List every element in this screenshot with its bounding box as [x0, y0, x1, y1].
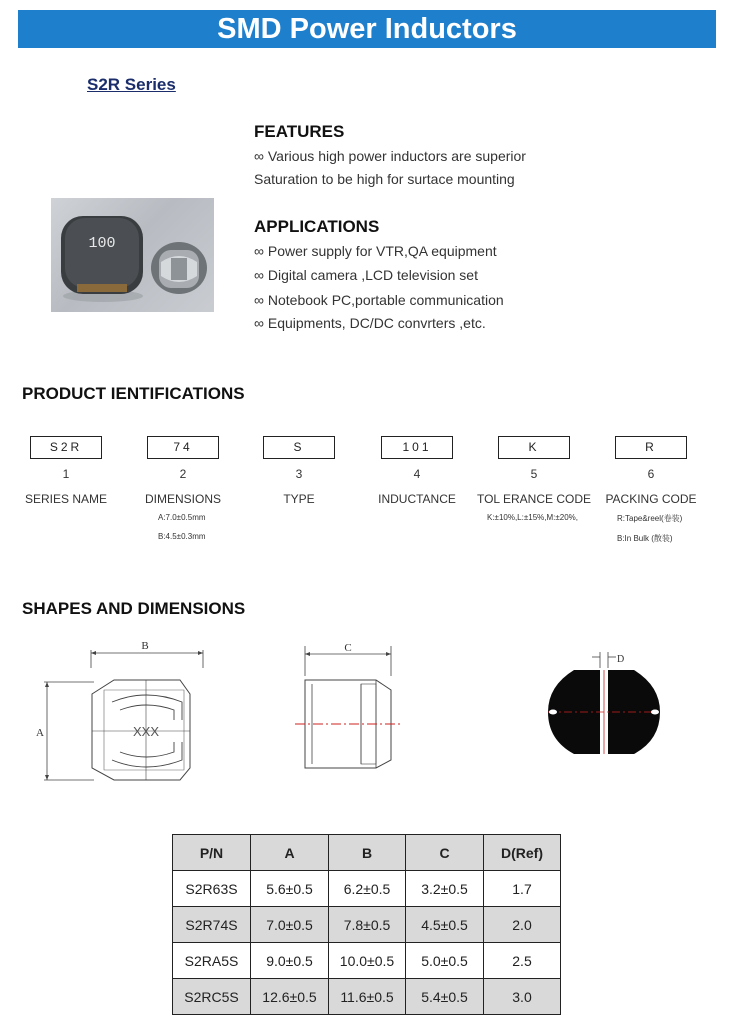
- code-box: R: [615, 436, 687, 459]
- table-cell: S2RA5S: [173, 943, 251, 979]
- table-cell: S2RC5S: [173, 979, 251, 1015]
- series-title: S2R Series: [87, 75, 176, 94]
- code-label: PACKING CODE: [605, 492, 697, 506]
- table-cell: 3.2±0.5: [406, 871, 484, 907]
- table-cell: 5.6±0.5: [251, 871, 329, 907]
- code-dimensions: [124, 436, 242, 506]
- table-cell: 12.6±0.5: [251, 979, 329, 1015]
- code-number: 2: [179, 467, 187, 481]
- table-cell: S2R63S: [173, 871, 251, 907]
- table-header-row: [173, 835, 561, 871]
- table-cell: 2.0: [484, 907, 561, 943]
- page-title: SMD Power Inductors: [217, 13, 517, 45]
- column-header: B: [329, 835, 406, 871]
- code-tolerance: [475, 436, 593, 506]
- code-box: K: [498, 436, 570, 459]
- product-photo: [51, 198, 214, 312]
- code-series-name: [7, 436, 125, 506]
- code-box: S2R: [30, 436, 102, 459]
- application-line: ∞ Notebook PC,portable communication: [254, 292, 504, 308]
- applications-heading: APPLICATIONS: [254, 217, 380, 236]
- table-cell: 6.2±0.5: [329, 871, 406, 907]
- column-header: D(Ref): [484, 835, 561, 871]
- column-header: P/N: [173, 835, 251, 871]
- dimension-label-c: C: [344, 642, 352, 654]
- column-header: C: [406, 835, 484, 871]
- code-number: 5: [530, 467, 538, 481]
- application-line: ∞ Power supply for VTR,QA equipment: [254, 243, 497, 259]
- code-box: 101: [381, 436, 453, 459]
- application-line: ∞ Digital camera ,LCD television set: [254, 267, 478, 283]
- feature-line: ∞ Various high power inductors are superior: [254, 148, 526, 164]
- table-cell: S2R74S: [173, 907, 251, 943]
- code-number: 6: [647, 467, 655, 481]
- packing-note: R:Tape&reel(卷装): [617, 514, 683, 523]
- dimension-note: A:7.0±0.5mm: [158, 513, 206, 522]
- column-header: A: [251, 835, 329, 871]
- table-cell: 3.0: [484, 979, 561, 1015]
- top-view-drawing: [34, 638, 214, 788]
- table-row: [173, 871, 561, 907]
- dimension-label-b: B: [141, 640, 149, 652]
- table-cell: 11.6±0.5: [329, 979, 406, 1015]
- feature-line: Saturation to be high for surtace mounting: [254, 171, 515, 187]
- table-cell: 7.0±0.5: [251, 907, 329, 943]
- dimension-label-d: D: [617, 654, 625, 665]
- dimension-note: B:4.5±0.3mm: [158, 532, 206, 541]
- code-label: TOL ERANCE CODE: [476, 492, 592, 506]
- code-label: INDUCTANCE: [378, 492, 456, 506]
- table-row: [173, 907, 561, 943]
- table-cell: 9.0±0.5: [251, 943, 329, 979]
- code-number: 3: [295, 467, 303, 481]
- dimension-label-a: A: [36, 727, 44, 739]
- table-cell: 5.0±0.5: [406, 943, 484, 979]
- table-cell: 4.5±0.5: [406, 907, 484, 943]
- inductor-photo-drawing: [51, 198, 214, 312]
- code-packing: [592, 436, 710, 506]
- packing-note: B:In Bulk (散装): [617, 534, 673, 543]
- table-cell: 5.4±0.5: [406, 979, 484, 1015]
- code-number: 4: [413, 467, 421, 481]
- code-label: SERIES NAME: [24, 492, 108, 506]
- code-inductance: [358, 436, 476, 506]
- table-cell: 1.7: [484, 871, 561, 907]
- shapes-heading: SHAPES AND DIMENSIONS: [22, 599, 246, 618]
- table-cell: 7.8±0.5: [329, 907, 406, 943]
- photo-marking-text: 100: [88, 235, 116, 252]
- identification-heading: PRODUCT IENTIFICATIONS: [22, 384, 245, 403]
- dimensions-table: [172, 834, 561, 1015]
- code-box: S: [263, 436, 335, 459]
- bottom-view-drawing: [540, 648, 670, 768]
- table-row: [173, 979, 561, 1015]
- code-box: 74: [147, 436, 219, 459]
- features-heading: FEATURES: [254, 122, 345, 141]
- code-number: 1: [62, 467, 70, 481]
- tolerance-note: K:±10%,L:±15%,M:±20%,: [487, 513, 578, 522]
- code-label: DIMENSIONS: [144, 492, 221, 506]
- table-row: [173, 943, 561, 979]
- table-cell: 10.0±0.5: [329, 943, 406, 979]
- marking-label: XXX: [132, 724, 160, 739]
- application-line: ∞ Equipments, DC/DC convrters ,etc.: [254, 315, 486, 331]
- page-title-banner: [18, 10, 716, 48]
- side-view-drawing: [290, 640, 415, 775]
- table-cell: 2.5: [484, 943, 561, 979]
- code-label: TYPE: [283, 492, 315, 506]
- code-type: [240, 436, 358, 506]
